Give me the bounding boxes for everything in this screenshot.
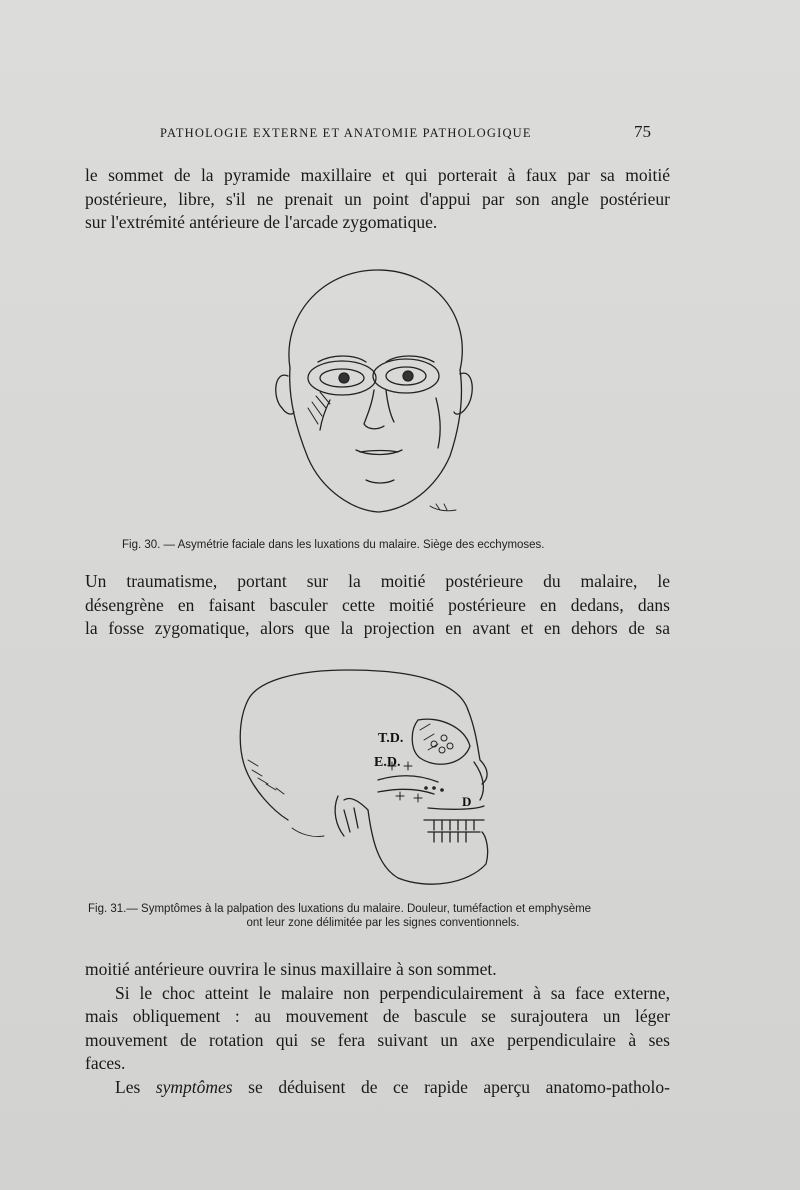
text-line: mais obliquement : au mouvement de bascule se surajoutera un léger (85, 1006, 670, 1026)
running-title: PATHOLOGIE EXTERNE ET ANATOMIE PATHOLOGIQUE (160, 126, 532, 140)
figure-31-caption-line-2: ont leur zone délimitée par les signes conventionnels. (246, 917, 520, 929)
text-line-last (85, 1076, 670, 1100)
label-ed: E.D. (374, 755, 401, 770)
figure-31-caption (88, 903, 678, 929)
figure-31-skull-illustration (228, 660, 508, 892)
text-line: le sommet de la pyramide maxillaire et qui porterait à faux par sa moitié (85, 165, 670, 185)
paragraph-1 (85, 164, 670, 235)
text-line: mouvement de rotation qui se fera suivant un axe perpendiculaire à ses (85, 1029, 670, 1050)
text-line: désengrène en faisant basculer cette moitié postérieure en dedans, dans (85, 594, 670, 615)
figure-31-caption-line-1: Fig. 31.— Symptômes à la palpation des luxations du malaire. Douleur, tuméfaction et emphysème (88, 903, 592, 915)
text-line: sur l'extrémité antérieure de l'arcade zygomatique. (85, 212, 438, 232)
paragraph-3 (85, 958, 670, 1099)
text-line: Si le choc atteint le malaire non perpendiculairement à sa face externe, (115, 982, 670, 1003)
label-d: D (462, 794, 472, 809)
text-fragment: Les (115, 1076, 156, 1097)
text-line: la fosse zygomatique, alors que la projection en avant et en dehors de sa (85, 618, 670, 638)
text-line: Un traumatisme, portant sur la moitié postérieure du malaire, le (85, 571, 670, 591)
text-line: moitié antérieure ouvrira le sinus maxillaire à son sommet. (85, 959, 497, 979)
figure-30-caption: Fig. 30. — Asymétrie faciale dans les luxations du malaire. Siège des ecchymoses. (122, 539, 545, 551)
italic-word-symptomes: symptômes (155, 1076, 233, 1097)
text-line: faces. (85, 1053, 126, 1073)
face-drawing (260, 258, 500, 528)
label-td: T.D. (378, 731, 404, 746)
figure-30-face-illustration (260, 258, 500, 528)
text-line: postérieure, libre, s'il ne prenait un point d'appui par son angle postérieur (85, 188, 670, 209)
text-fragment: se déduisent de ce rapide aperçu anatomo-patholo- (232, 1076, 670, 1097)
page-number: 75 (634, 122, 651, 141)
skull-drawing (228, 660, 508, 892)
paragraph-2 (85, 570, 670, 641)
